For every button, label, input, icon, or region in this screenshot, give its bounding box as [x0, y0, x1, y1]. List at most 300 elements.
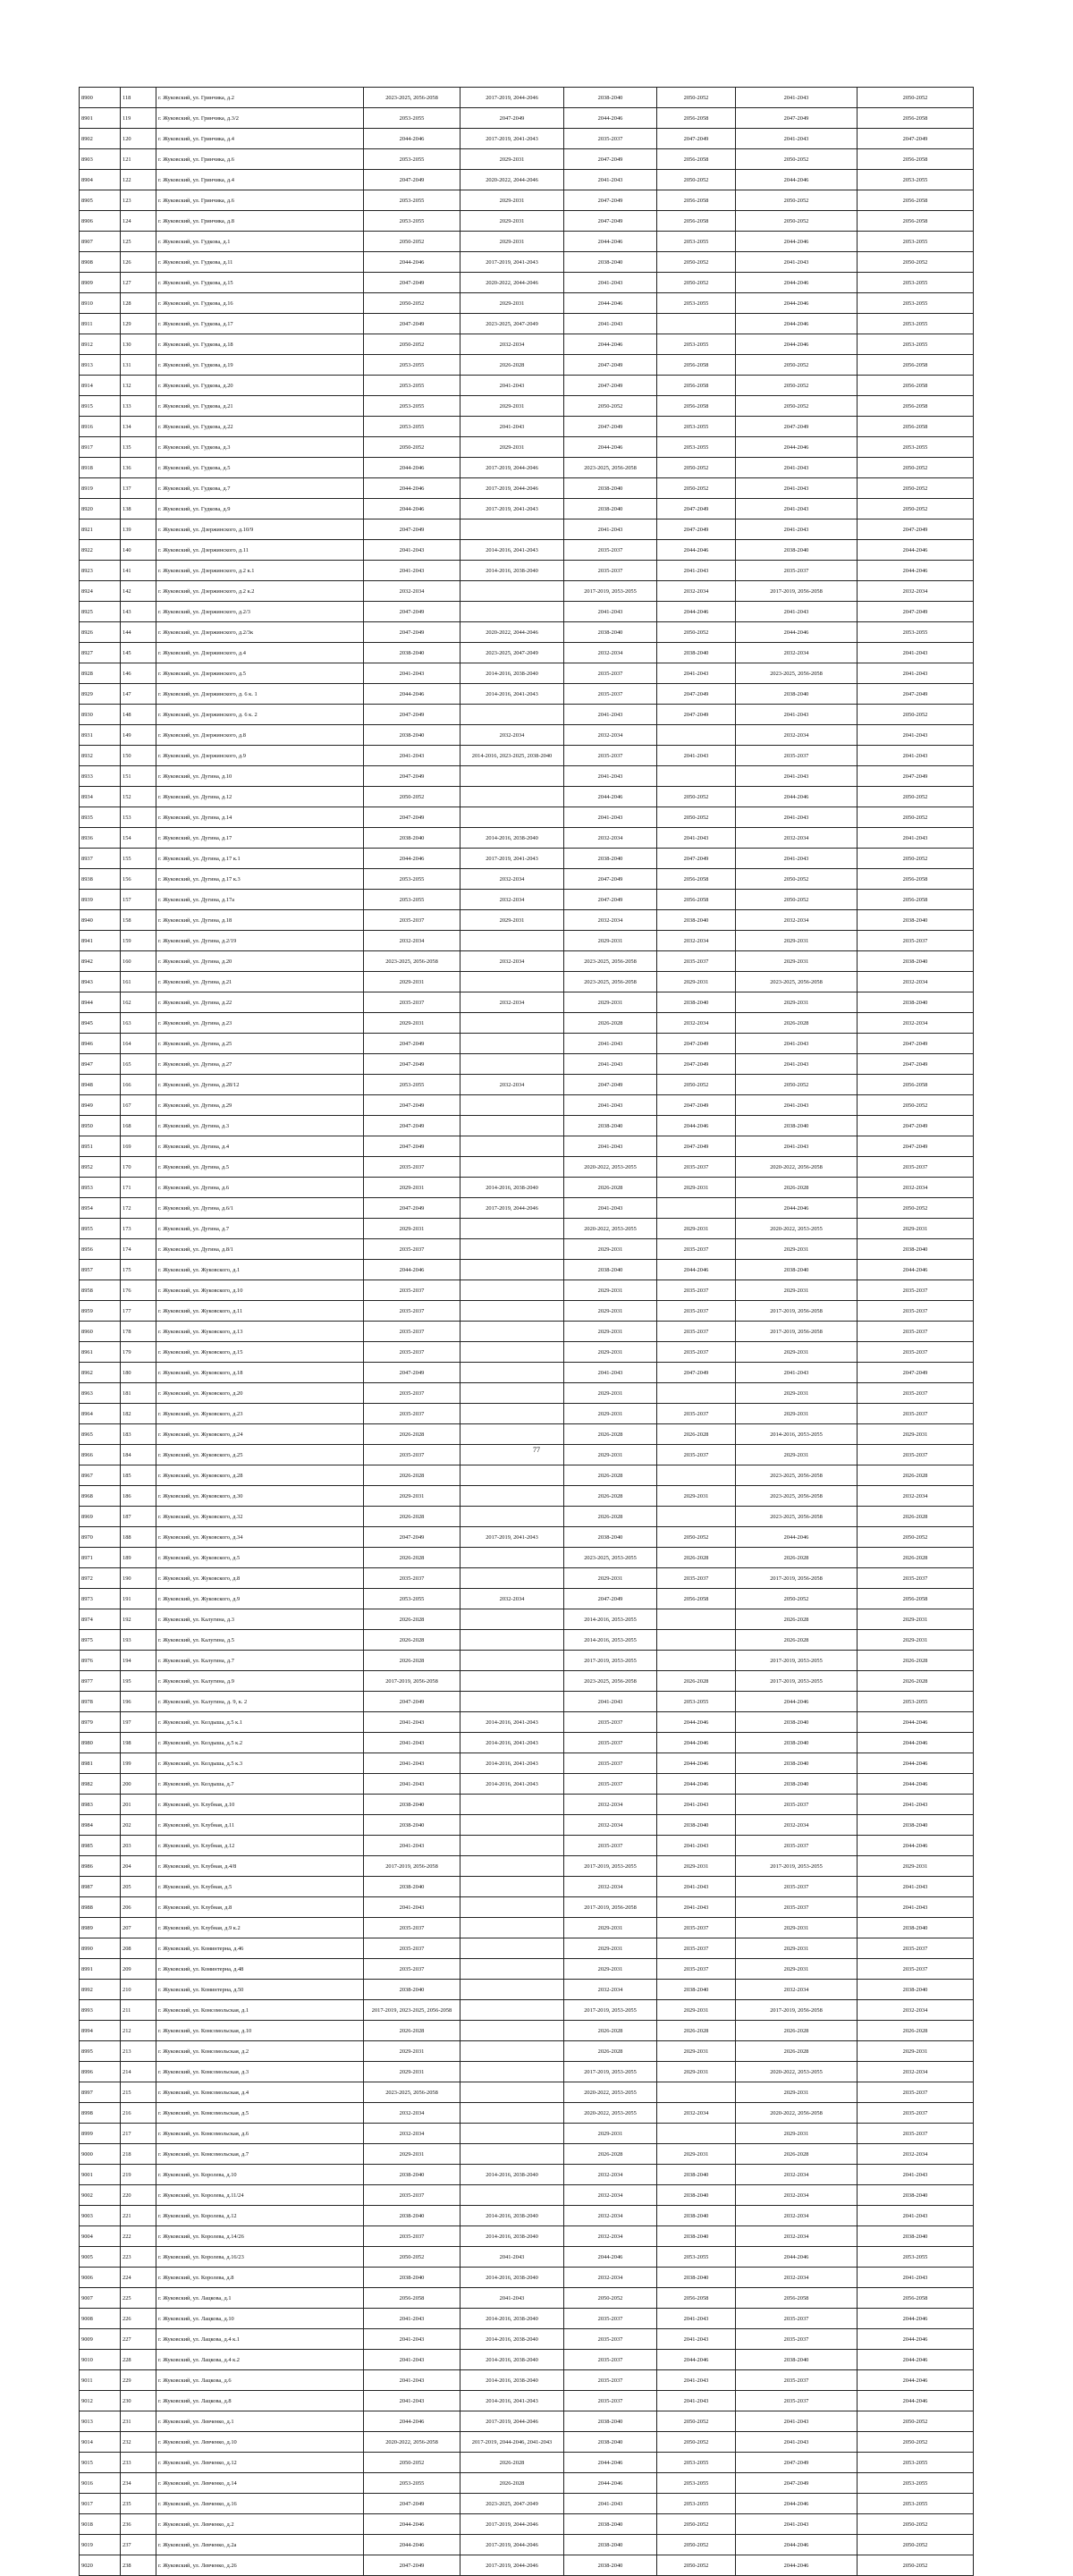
table-cell: 2035-2037	[364, 1404, 460, 1424]
table-cell: 131	[121, 355, 156, 376]
table-row	[80, 88, 974, 108]
table-cell: 8999	[80, 2124, 121, 2144]
table-cell: 2032-2034	[364, 931, 460, 951]
table-cell: 2053-2055	[364, 376, 460, 396]
table-cell: 2020-2022, 2056-2058	[364, 2432, 460, 2453]
table-cell: 2032-2034	[657, 581, 736, 602]
table-cell: 2032-2034	[736, 2268, 858, 2288]
table-cell: 2044-2046	[858, 1753, 974, 1774]
table-cell: 2026-2028	[657, 1548, 736, 1568]
table-cell: г. Жуковский, ул. Жуковского, д.24	[156, 1424, 364, 1445]
table-cell: 141	[121, 561, 156, 581]
table-cell: 218	[121, 2144, 156, 2165]
table-cell: 2044-2046	[657, 1753, 736, 1774]
table-cell: 209	[121, 1959, 156, 1980]
table-cell: г. Жуковский, ул. Клубная, д.5	[156, 1877, 364, 1897]
table-cell: 2044-2046	[364, 1260, 460, 1280]
table-cell: 2041-2043	[736, 1054, 858, 1075]
table-cell: 8903	[80, 149, 121, 170]
table-cell: 121	[121, 149, 156, 170]
table-row	[80, 417, 974, 437]
table-cell: 2035-2037	[736, 746, 858, 766]
table-cell: 183	[121, 1424, 156, 1445]
table-row	[80, 2514, 974, 2535]
table-cell: г. Жуковский, ул. Жуковского, д.5	[156, 1548, 364, 1568]
table-row	[80, 807, 974, 828]
table-cell: 9011	[80, 2370, 121, 2391]
table-cell: 2041-2043	[460, 417, 564, 437]
table-row	[80, 1383, 974, 1404]
table-cell: 2038-2040	[364, 1877, 460, 1897]
table-cell: 2032-2034	[564, 910, 657, 931]
table-cell: 2026-2028	[564, 1424, 657, 1445]
table-cell: 2044-2046	[858, 2391, 974, 2411]
table-cell: 2023-2025, 2056-2058	[364, 88, 460, 108]
table-cell: г. Жуковский, ул. Дугина, д.3	[156, 1116, 364, 1136]
table-cell: 2053-2055	[364, 211, 460, 232]
table-cell: 2053-2055	[657, 293, 736, 314]
table-cell: 2047-2049	[364, 1198, 460, 1219]
table-cell: 2050-2052	[564, 396, 657, 417]
table-cell: 138	[121, 499, 156, 519]
table-cell: 2014-2016, 2041-2043	[460, 684, 564, 705]
table-cell: 2047-2049	[657, 519, 736, 540]
table-cell: 2032-2034	[564, 2185, 657, 2206]
table-cell: 2056-2058	[657, 376, 736, 396]
table-cell: 172	[121, 1198, 156, 1219]
table-cell	[460, 1239, 564, 1260]
table-cell: 8988	[80, 1897, 121, 1918]
table-cell: 170	[121, 1157, 156, 1178]
table-cell: 8995	[80, 2041, 121, 2062]
table-cell: 188	[121, 1527, 156, 1548]
table-cell: 8957	[80, 1260, 121, 1280]
table-row	[80, 951, 974, 972]
table-cell: 8996	[80, 2062, 121, 2082]
table-cell: 207	[121, 1918, 156, 1938]
table-cell: 2044-2046	[564, 437, 657, 458]
table-cell: 222	[121, 2226, 156, 2247]
table-cell: г. Жуковский, ул. Комсомольская, д.6	[156, 2124, 364, 2144]
table-cell: 2038-2040	[564, 252, 657, 273]
table-cell: 2017-2019, 2056-2058	[736, 1568, 858, 1589]
table-cell: 2038-2040	[364, 1795, 460, 1815]
table-cell: 2044-2046	[858, 1260, 974, 1280]
table-cell: 2044-2046	[858, 2329, 974, 2350]
table-cell: 2014-2016, 2041-2043	[460, 2391, 564, 2411]
table-cell: 234	[121, 2473, 156, 2494]
table-cell: г. Жуковский, ул. Клубная, д.10	[156, 1795, 364, 1815]
table-cell: 2032-2034	[564, 2268, 657, 2288]
table-cell: 2053-2055	[364, 108, 460, 129]
table-cell: г. Жуковский, ул. Жуковского, д.13	[156, 1322, 364, 1342]
table-cell: 2050-2052	[657, 2514, 736, 2535]
table-row	[80, 766, 974, 787]
table-row	[80, 581, 974, 602]
table-cell: 149	[121, 725, 156, 746]
table-row	[80, 499, 974, 519]
table-row	[80, 396, 974, 417]
table-row	[80, 787, 974, 807]
table-cell: г. Жуковский, ул. Дугина, д.6	[156, 1178, 364, 1198]
table-cell: 8901	[80, 108, 121, 129]
table-cell: 2047-2049	[564, 211, 657, 232]
table-cell: 2050-2052	[858, 2535, 974, 2555]
table-cell: 2029-2031	[460, 190, 564, 211]
table-cell: г. Жуковский, ул. Гринчика, д.6	[156, 190, 364, 211]
table-row	[80, 1301, 974, 1322]
table-cell: 2032-2034	[564, 1877, 657, 1897]
table-cell: г. Жуковский, ул. Левченко, д.1	[156, 2411, 364, 2432]
table-cell: 8969	[80, 1507, 121, 1527]
table-row	[80, 314, 974, 334]
table-cell: 8947	[80, 1054, 121, 1075]
table-cell: 2044-2046	[657, 1116, 736, 1136]
table-cell: 2035-2037	[564, 1774, 657, 1795]
table-cell: 197	[121, 1712, 156, 1733]
table-cell: 2041-2043	[858, 1877, 974, 1897]
table-cell: 8992	[80, 1980, 121, 2000]
table-cell: 2023-2025, 2047-2049	[460, 643, 564, 663]
table-cell: 2038-2040	[858, 992, 974, 1013]
table-cell: 2032-2034	[460, 1075, 564, 1095]
table-cell: 8965	[80, 1424, 121, 1445]
table-cell: 8951	[80, 1136, 121, 1157]
table-cell: 2041-2043	[736, 807, 858, 828]
table-cell: г. Жуковский, ул. Гудкова, д.9	[156, 499, 364, 519]
table-cell: 2035-2037	[858, 1938, 974, 1959]
table-cell: 2029-2031	[460, 910, 564, 931]
table-cell: 2032-2034	[736, 2226, 858, 2247]
table-cell: 152	[121, 787, 156, 807]
table-cell: 2029-2031	[657, 1486, 736, 1507]
table-cell: 8952	[80, 1157, 121, 1178]
table-cell: 2029-2031	[460, 232, 564, 252]
table-cell: 2044-2046	[364, 849, 460, 869]
table-cell: г. Жуковский, ул. Гудкова, д.16	[156, 293, 364, 314]
table-cell: 2047-2049	[736, 2473, 858, 2494]
table-cell: 2029-2031	[736, 1342, 858, 1363]
table-cell: 2017-2019, 2053-2055	[564, 1651, 657, 1671]
table-cell: 158	[121, 910, 156, 931]
table-cell: 137	[121, 478, 156, 499]
table-cell: 2041-2043	[736, 88, 858, 108]
table-cell: 134	[121, 417, 156, 437]
table-cell	[657, 1383, 736, 1404]
table-cell: 2041-2043	[736, 2411, 858, 2432]
table-cell	[460, 2000, 564, 2021]
table-cell: 225	[121, 2288, 156, 2309]
table-cell: 2041-2043	[564, 807, 657, 828]
table-cell: 2026-2028	[564, 1178, 657, 1198]
table-cell: 2029-2031	[564, 1383, 657, 1404]
table-cell: 2020-2022, 2044-2046	[460, 273, 564, 293]
table-cell: 2038-2040	[564, 1260, 657, 1280]
table-cell: 8925	[80, 602, 121, 622]
table-cell: 2044-2046	[736, 170, 858, 190]
table-cell: 2038-2040	[858, 951, 974, 972]
table-cell: 2053-2055	[858, 314, 974, 334]
table-cell: 8950	[80, 1116, 121, 1136]
table-cell	[460, 2185, 564, 2206]
table-cell: 2029-2031	[364, 2041, 460, 2062]
table-cell: 2053-2055	[364, 1589, 460, 1609]
table-cell: 2014-2016, 2041-2043	[460, 1774, 564, 1795]
table-cell: 2041-2043	[364, 2309, 460, 2329]
table-cell: 2017-2019, 2044-2046, 2041-2043	[460, 2432, 564, 2453]
table-cell: 8941	[80, 931, 121, 951]
table-cell: 238	[121, 2555, 156, 2576]
table-cell: 2023-2025, 2056-2058	[564, 972, 657, 992]
table-cell: 2014-2016, 2038-2040	[460, 2226, 564, 2247]
table-row	[80, 1815, 974, 1836]
table-cell	[460, 1548, 564, 1568]
table-row	[80, 890, 974, 910]
table-cell: 2026-2028	[460, 2453, 564, 2473]
table-cell: 8922	[80, 540, 121, 561]
table-cell: 2041-2043	[858, 2165, 974, 2185]
table-cell: 2035-2037	[364, 1342, 460, 1363]
table-cell: 8970	[80, 1527, 121, 1548]
table-cell: 2044-2046	[736, 293, 858, 314]
table-cell: г. Жуковский, ул. Гудкова, д.19	[156, 355, 364, 376]
table-cell: 2047-2049	[364, 1527, 460, 1548]
table-cell: г. Жуковский, ул. Клубная, д.8	[156, 1897, 364, 1918]
table-cell: 155	[121, 849, 156, 869]
table-cell: 147	[121, 684, 156, 705]
table-cell: 2026-2028	[364, 1465, 460, 1486]
table-cell: 9007	[80, 2288, 121, 2309]
table-cell: г. Жуковский, ул. Гринчика, д.4	[156, 129, 364, 149]
table-cell	[657, 1630, 736, 1651]
table-cell: 2014-2016, 2038-2040	[460, 2268, 564, 2288]
table-cell: 2026-2028	[364, 1424, 460, 1445]
table-cell: 2047-2049	[564, 1075, 657, 1095]
table-cell: 2056-2058	[657, 1589, 736, 1609]
table-cell: 2029-2031	[564, 1342, 657, 1363]
table-cell: 2035-2037	[858, 1959, 974, 1980]
table-cell	[460, 1013, 564, 1034]
table-row	[80, 746, 974, 766]
table-cell: 8931	[80, 725, 121, 746]
table-cell: 2035-2037	[364, 1383, 460, 1404]
table-cell: 2047-2049	[364, 807, 460, 828]
table-cell: 2035-2037	[564, 129, 657, 149]
table-cell: 2035-2037	[657, 951, 736, 972]
table-cell: 2041-2043	[657, 663, 736, 684]
table-cell: 2041-2043	[858, 2206, 974, 2226]
table-cell: 2053-2055	[858, 273, 974, 293]
table-cell: 226	[121, 2309, 156, 2329]
table-cell: г. Жуковский, ул. Королева, д.12	[156, 2206, 364, 2226]
table-cell: 2041-2043	[564, 705, 657, 725]
table-cell	[460, 2082, 564, 2103]
table-cell: 182	[121, 1404, 156, 1424]
table-cell: 2041-2043	[736, 252, 858, 273]
table-cell: 2047-2049	[657, 1034, 736, 1054]
table-cell: г. Жуковский, ул. Дугина, д.7	[156, 1219, 364, 1239]
table-cell: 194	[121, 1651, 156, 1671]
table-cell: 8986	[80, 1856, 121, 1877]
table-cell: 2014-2016, 2053-2055	[736, 1424, 858, 1445]
table-cell: 2038-2040	[657, 2226, 736, 2247]
table-cell: 2026-2028	[460, 2473, 564, 2494]
table-cell: 8927	[80, 643, 121, 663]
table-cell: 8911	[80, 314, 121, 334]
table-cell: 2050-2052	[736, 376, 858, 396]
table-cell: 2017-2019, 2044-2046	[460, 2514, 564, 2535]
table-cell: г. Жуковский, ул. Лацкова, д.8	[156, 2391, 364, 2411]
table-row	[80, 992, 974, 1013]
table-cell: 9012	[80, 2391, 121, 2411]
table-cell: 8998	[80, 2103, 121, 2124]
table-cell: 169	[121, 1136, 156, 1157]
table-cell: 133	[121, 396, 156, 417]
table-cell: 2038-2040	[736, 1116, 858, 1136]
table-cell: 2041-2043	[564, 766, 657, 787]
table-cell: 2023-2025, 2047-2049	[460, 314, 564, 334]
table-cell: 2029-2031	[564, 2124, 657, 2144]
table-cell: г. Жуковский, ул. Калугина, д.9	[156, 1671, 364, 1692]
table-cell	[460, 1404, 564, 1424]
table-cell: 2017-2019, 2056-2058	[736, 2000, 858, 2021]
table-cell: 2050-2052	[736, 396, 858, 417]
table-cell: 2017-2019, 2041-2043	[460, 252, 564, 273]
table-cell: 2044-2046	[364, 499, 460, 519]
table-cell	[460, 1918, 564, 1938]
table-row	[80, 211, 974, 232]
table-cell: 2035-2037	[736, 2391, 858, 2411]
table-cell: 150	[121, 746, 156, 766]
table-cell: 2056-2058	[858, 190, 974, 211]
table-cell: г. Жуковский, ул. Дугина, д.17а	[156, 890, 364, 910]
table-cell: 2014-2016, 2041-2043	[460, 1712, 564, 1733]
table-cell: 2047-2049	[657, 129, 736, 149]
table-cell: 2050-2052	[736, 869, 858, 890]
table-cell: 171	[121, 1178, 156, 1198]
table-cell	[460, 1671, 564, 1692]
table-cell: 119	[121, 108, 156, 129]
table-cell: г. Жуковский, ул. Клубная, д.11	[156, 1815, 364, 1836]
table-cell	[460, 2062, 564, 2082]
table-cell: 2029-2031	[460, 396, 564, 417]
table-cell: г. Жуковский, ул. Королева, д.10	[156, 2165, 364, 2185]
table-cell: 2041-2043	[657, 1897, 736, 1918]
table-cell: 127	[121, 273, 156, 293]
table-cell: г. Жуковский, ул. Жуковского, д.20	[156, 1383, 364, 1404]
table-row	[80, 1486, 974, 1507]
table-cell: 2035-2037	[564, 1753, 657, 1774]
table-cell: г. Жуковский, ул. Дугина, д.23	[156, 1013, 364, 1034]
table-cell: 2056-2058	[858, 869, 974, 890]
table-cell: 2038-2040	[564, 499, 657, 519]
table-cell: 135	[121, 437, 156, 458]
table-cell: 2032-2034	[564, 1795, 657, 1815]
table-cell: 2023-2025, 2053-2055	[564, 1548, 657, 1568]
table-cell: 2047-2049	[858, 602, 974, 622]
table-cell: г. Жуковский, ул. Комсомольская, д.2	[156, 2041, 364, 2062]
table-cell: 2056-2058	[858, 396, 974, 417]
table-cell: 2044-2046	[858, 1733, 974, 1753]
table-cell: 2050-2052	[657, 2535, 736, 2555]
table-cell: 2044-2046	[736, 622, 858, 643]
table-cell: 2029-2031	[460, 437, 564, 458]
table-row	[80, 1260, 974, 1280]
table-row	[80, 1671, 974, 1692]
table-cell: 8910	[80, 293, 121, 314]
table-cell: 2041-2043	[736, 766, 858, 787]
table-cell	[460, 1383, 564, 1404]
table-cell	[460, 2041, 564, 2062]
table-cell: 2014-2016, 2041-2043	[460, 1733, 564, 1753]
table-cell: 2044-2046	[736, 232, 858, 252]
table-cell	[460, 1507, 564, 1527]
table-cell: 2050-2052	[858, 2411, 974, 2432]
table-cell: 2038-2040	[564, 2411, 657, 2432]
table-row	[80, 1363, 974, 1383]
table-cell: 2050-2052	[657, 1527, 736, 1548]
table-cell: 2035-2037	[736, 2309, 858, 2329]
table-cell: 2035-2037	[564, 2391, 657, 2411]
table-cell: г. Жуковский, ул. Гринчика, д.2	[156, 88, 364, 108]
table-cell: 9005	[80, 2247, 121, 2268]
table-cell: 2044-2046	[736, 1692, 858, 1712]
table-cell: 2023-2025, 2056-2058	[364, 951, 460, 972]
table-cell: 2041-2043	[657, 1836, 736, 1856]
table-cell: 2056-2058	[858, 417, 974, 437]
table-cell: 2041-2043	[858, 663, 974, 684]
table-cell: 2041-2043	[460, 2288, 564, 2309]
table-cell: 8997	[80, 2082, 121, 2103]
table-cell: 2050-2052	[858, 252, 974, 273]
table-cell: 2032-2034	[858, 581, 974, 602]
table-cell: 2035-2037	[364, 2226, 460, 2247]
table-cell: г. Жуковский, ул. Дугина, д.18	[156, 910, 364, 931]
table-cell: 2035-2037	[736, 561, 858, 581]
table-row	[80, 1116, 974, 1136]
table-cell: 230	[121, 2391, 156, 2411]
table-cell: 8932	[80, 746, 121, 766]
table-cell: 2014-2016, 2038-2040	[460, 663, 564, 684]
table-cell: 2032-2034	[564, 643, 657, 663]
table-cell: 2035-2037	[364, 1568, 460, 1589]
table-cell: 2026-2028	[736, 2021, 858, 2041]
table-cell: г. Жуковский, ул. Клубная, д.12	[156, 1836, 364, 1856]
table-cell: 143	[121, 602, 156, 622]
table-cell: 211	[121, 2000, 156, 2021]
table-cell: 2044-2046	[364, 129, 460, 149]
table-cell: 2047-2049	[657, 705, 736, 725]
table-cell: 2041-2043	[564, 2494, 657, 2514]
table-cell: 2038-2040	[564, 2535, 657, 2555]
table-cell: 2014-2016, 2038-2040	[460, 2329, 564, 2350]
table-cell: 8993	[80, 2000, 121, 2021]
table-cell: 2047-2049	[364, 314, 460, 334]
table-cell: 2032-2034	[736, 643, 858, 663]
table-cell: г. Жуковский, ул. Гринчика, д.3/2	[156, 108, 364, 129]
table-cell: 2035-2037	[364, 1445, 460, 1465]
table-cell: 2041-2043	[736, 849, 858, 869]
table-cell: 236	[121, 2514, 156, 2535]
table-row	[80, 2453, 974, 2473]
table-cell: 2050-2052	[736, 149, 858, 170]
table-cell: 2041-2043	[364, 1774, 460, 1795]
table-row	[80, 1054, 974, 1075]
table-row	[80, 376, 974, 396]
table-cell: 184	[121, 1445, 156, 1465]
table-row	[80, 1568, 974, 1589]
table-cell	[460, 2124, 564, 2144]
